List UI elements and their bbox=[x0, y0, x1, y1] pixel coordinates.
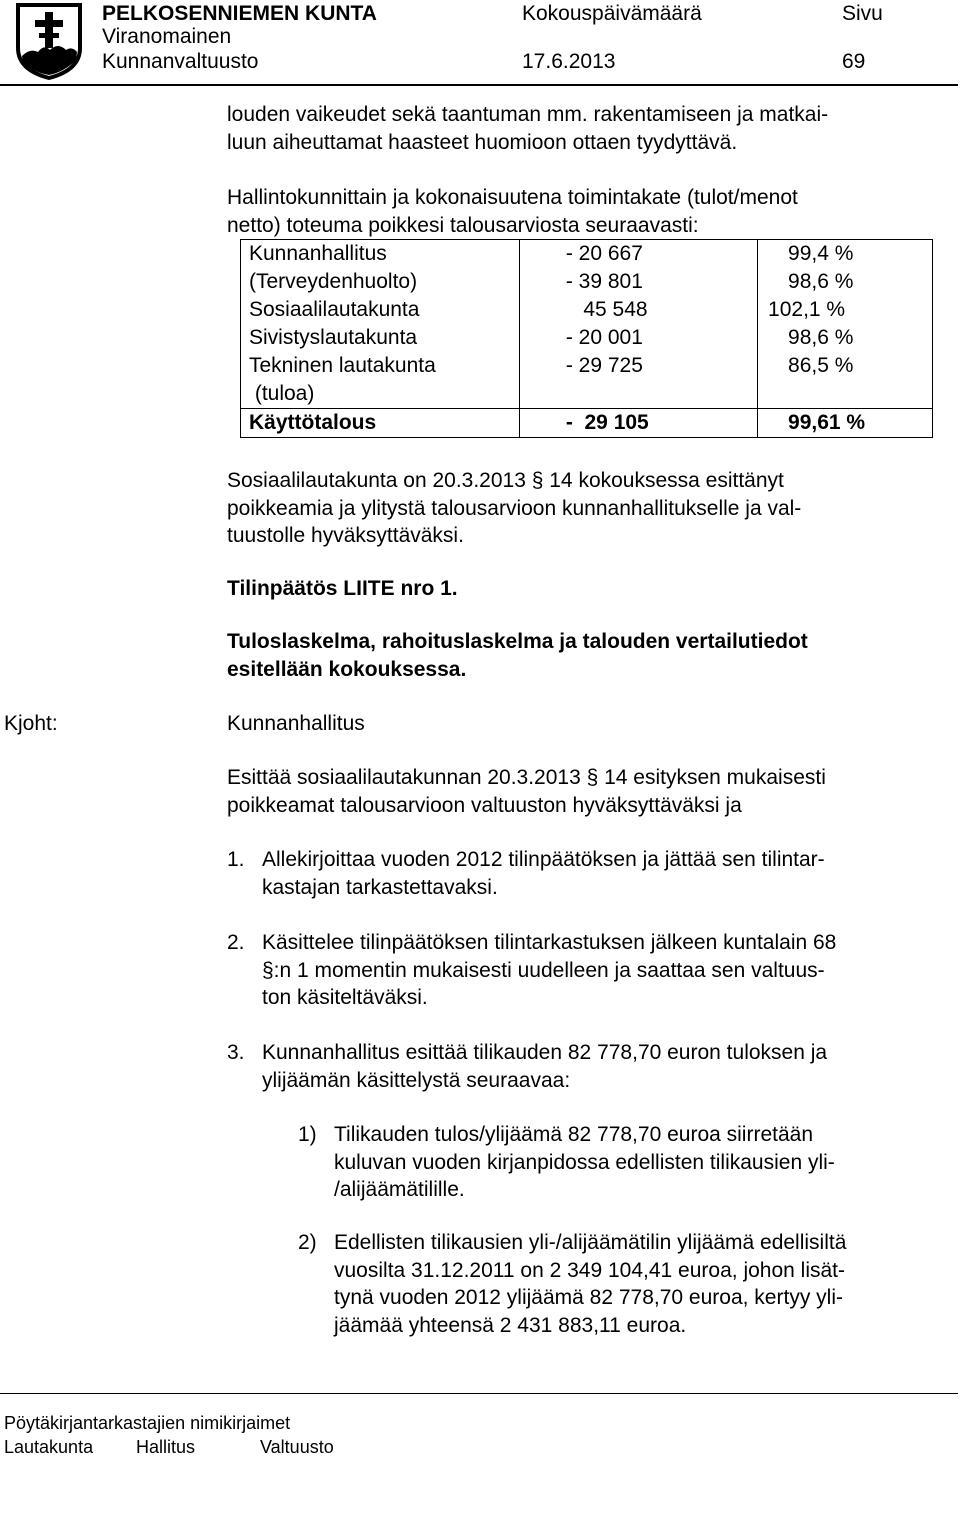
proposal-lead-line: Esittää sosiaalilautakunnan 20.3.2013 § 14 esityksen mukaisesti bbox=[227, 766, 826, 789]
statements-note bbox=[227, 628, 808, 683]
proposal-lead-line: poikkeamat talousarvioon valtuuston hyväksyttäväksi ja bbox=[227, 793, 742, 817]
intro-paragraph bbox=[227, 101, 828, 156]
percent-value: 102,1 % bbox=[768, 298, 846, 321]
subitem-line: Edellisten tilikausien yli-/alijäämätilin ylijäämä edellisiltä bbox=[334, 1231, 847, 1254]
budget-deviation-table bbox=[240, 239, 933, 438]
unit-name: Sivistyslautakunta bbox=[249, 326, 418, 349]
percent-value: 86,5 % bbox=[788, 354, 854, 377]
social-board-paragraph bbox=[227, 467, 801, 550]
paragraph-line: tuustolle hyväksyttäväksi. bbox=[227, 524, 464, 547]
subitem-line: jäämää yhteensä 2 431 883,11 euroa. bbox=[334, 1313, 687, 1337]
intro-line: louden vaikeudet sekä taantuman mm. rakentamiseen ja matkai- bbox=[227, 103, 829, 126]
proposal-lead bbox=[227, 764, 826, 819]
statements-line: esitellään kokouksessa. bbox=[227, 657, 467, 681]
percent-column bbox=[758, 240, 933, 409]
subitem-line: kuluvan vuoden kirjanpidossa edellisten tilikausien yli- bbox=[334, 1150, 835, 1174]
coat-of-arms-icon bbox=[14, 2, 84, 80]
header-divider bbox=[0, 84, 958, 86]
municipality-name: PELKOSENNIEMEN KUNTA bbox=[102, 2, 377, 25]
subitem-line: Tilikauden tulos/ylijäämä 82 778,70 euroa siirretään bbox=[334, 1123, 814, 1146]
total-percent: 99,61 % bbox=[758, 409, 933, 438]
percent-value: 98,6 % bbox=[788, 270, 854, 293]
page-number: 69 bbox=[842, 50, 866, 73]
amount-column bbox=[519, 240, 757, 409]
unit-name: Sosiaalilautakunta bbox=[249, 298, 420, 321]
budget-intro-line: netto) toteuma poikkesi talousarviosta seuraavasti: bbox=[227, 213, 699, 237]
amount-value: - 20 667 bbox=[565, 242, 643, 265]
item-number: 2. bbox=[227, 931, 245, 954]
subitem-line: /alijäämätilille. bbox=[334, 1178, 465, 1201]
proposal-subitem-2 bbox=[298, 1229, 846, 1339]
proposal-label: Kjoht: bbox=[4, 712, 58, 735]
footer-title: Pöytäkirjantarkastajien nimikirjaimet bbox=[4, 1413, 291, 1433]
item-line: §:n 1 momentin mukaisesti uudelleen ja saattaa sen valtuus- bbox=[262, 958, 825, 982]
subitem-number: 2) bbox=[298, 1231, 317, 1254]
budget-intro bbox=[227, 184, 798, 239]
item-number: 3. bbox=[227, 1041, 245, 1064]
governing-body: Kunnanvaltuusto bbox=[102, 50, 259, 73]
amount-value: - 39 801 bbox=[565, 270, 643, 293]
item-line: Allekirjoittaa vuoden 2012 tilinpäätöksen ja jättää sen tilintar- bbox=[262, 848, 825, 871]
proposal-subitem-1 bbox=[298, 1121, 835, 1204]
meeting-date-label: Kokouspäivämäärä bbox=[522, 2, 702, 25]
amount-value: - 20 001 bbox=[565, 326, 643, 349]
subitem-number: 1) bbox=[298, 1123, 317, 1146]
unit-name: Kunnanhallitus bbox=[249, 242, 387, 265]
statements-line: Tuloslaskelma, rahoituslaskelma ja talouden vertailutiedot bbox=[227, 630, 808, 653]
percent-value: 99,4 % bbox=[788, 242, 854, 265]
total-label: Käyttötalous bbox=[241, 409, 520, 438]
amount-value: 45 548 bbox=[565, 298, 648, 321]
item-line: ton käsiteltäväksi. bbox=[262, 986, 428, 1009]
footer-column-executive: Hallitus bbox=[136, 1437, 196, 1457]
footer-divider bbox=[0, 1393, 958, 1394]
item-number: 1. bbox=[227, 848, 245, 871]
appendix-reference: Tilinpäätös LIITE nro 1. bbox=[227, 577, 458, 600]
proposal-item-1 bbox=[227, 846, 825, 901]
percent-value: 98,6 % bbox=[788, 326, 854, 349]
footer-column-council: Valtuusto bbox=[260, 1437, 334, 1457]
unit-name-continued: (tuloa) bbox=[249, 382, 315, 405]
intro-line: luun aiheuttamat haasteet huomioon ottaen tyydyttävä. bbox=[227, 130, 738, 154]
subitem-line: tynä vuoden 2012 ylijäämä 82 778,70 euroa, kertyy yli- bbox=[334, 1286, 843, 1309]
total-amount: - 29 105 bbox=[519, 409, 757, 438]
page-label: Sivu bbox=[842, 2, 883, 25]
proposal-item-3 bbox=[227, 1039, 827, 1094]
paragraph-line: Sosiaalilautakunta on 20.3.2013 § 14 kokouksessa esittänyt bbox=[227, 469, 784, 492]
subitem-line: vuosilta 31.12.2011 on 2 349 104,41 euroa, johon lisät- bbox=[334, 1258, 845, 1282]
proposal-presenter: Kunnanhallitus bbox=[227, 712, 365, 735]
budget-intro-line: Hallintokunnittain ja kokonaisuutena toimintakate (tulot/menot bbox=[227, 186, 798, 209]
authority-label: Viranomainen bbox=[102, 25, 232, 48]
table-row bbox=[241, 240, 933, 409]
item-line: Kunnanhallitus esittää tilikauden 82 778,70 euron tuloksen ja bbox=[262, 1041, 828, 1064]
unit-name: Tekninen lautakunta bbox=[249, 354, 436, 377]
item-line: Käsittelee tilinpäätöksen tilintarkastuksen jälkeen kuntalain 68 bbox=[262, 931, 837, 954]
amount-value: - 29 725 bbox=[565, 354, 643, 377]
item-line: ylijäämän käsittelystä seuraavaa: bbox=[262, 1068, 571, 1092]
unit-column bbox=[241, 240, 520, 409]
footer-column-board: Lautakunta bbox=[4, 1437, 94, 1457]
proposal-item-2 bbox=[227, 929, 836, 1012]
paragraph-line: poikkeamia ja ylitystä talousarvioon kunnanhallitukselle ja val- bbox=[227, 496, 802, 520]
meeting-date: 17.6.2013 bbox=[522, 50, 616, 73]
unit-name: (Terveydenhuolto) bbox=[249, 270, 418, 293]
table-total-row bbox=[241, 409, 933, 438]
item-line: kastajan tarkastettavaksi. bbox=[262, 875, 498, 899]
